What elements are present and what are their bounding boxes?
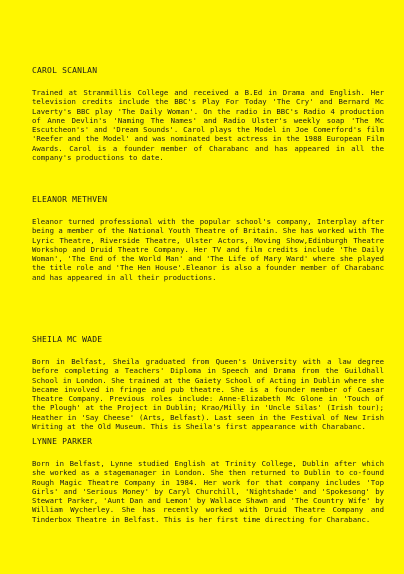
bio-text: Trained at Stranmillis College and received a B.Ed in Drama and English. Her television credits include the BBC's Play For Today 'The Cry' and Bernard Mc Laverty's BBC play 'The Daily Woman'. On the radio in BBC's Radio 4 production of Anne Devlin's 'Naming The Names' and Radio Ulster's weekly soap 'The Mc Escutcheon's' and 'Dream Sounds'. Carol plays the Model in Joe Comerford's film 'Reefer and the Model' and was nominated best actress in the 1988 European Film Awards. Carol is a founder member of Charabanc and has appeared in all the company's productions to date. (32, 88, 384, 162)
bio-carol-scanlan (32, 66, 384, 162)
bio-eleanor-methven (32, 195, 384, 282)
bio-name: CAROL SCANLAN (32, 66, 98, 75)
bio-name: SHEILA MC WADE (32, 335, 103, 344)
bio-lynne-parker (32, 437, 384, 524)
bio-text: Born in Belfast, Sheila graduated from Queen's University with a law degree before completing a Teachers' Diploma in Speech and Drama from the Guildhall School in London. She trained at the Gaiety School of Acting in Dublin where she became involved in fringe and pub theatre. She is a founder member of Caesar Theatre Company. Previous roles include: Anne-Elizabeth Mc Glone in 'Touch of the Plough' at the Project in Dublin; Krao/Milly in 'Uncle Silas' (Irish tour); Heather in 'Say Cheese' (Arts, Belfast). Last seen in the Festival of New Irish Writing at the Old Museum. This is Sheila's first appearance with Charabanc. (32, 357, 384, 431)
bio-sheila-mc-wade (32, 335, 384, 431)
bio-name: LYNNE PARKER (32, 437, 93, 446)
bio-name: ELEANOR METHVEN (32, 195, 108, 204)
bio-text: Eleanor turned professional with the popular school's company, Interplay after being a member of the National Youth Theatre of Britain. She has worked with The Lyric Theatre, Riverside Theatre, Ulster Actors, Moving Show,Edinburgh Theatre Workshop and Druid Theatre Company. Her TV and film credits include 'The Daily Woman', 'The End of the World Man' and 'The Life of Mary Ward' where she played the title role and 'The Hen House'.Eleanor is also a founder member of Charabanc and has appeared in all their productions. (32, 217, 384, 282)
bio-text: Born in Belfast, Lynne studied English at Trinity College, Dublin after which she worked as a stagemanager in London. She then returned to Dublin to co-found Rough Magic Theatre Company in 1984. Her work for that company includes 'Top Girls' and 'Serious Money' by Caryl Churchill, 'Nightshade' and 'Spokesong' by Stewart Parker, 'Aunt Dan and Lemon' by Wallace Shawn and 'The Country Wife' by William Wycherley. She has recently worked with Druid Theatre Company and Tinderbox Theatre in Belfast. This is her first time directing for Charabanc. (32, 459, 384, 524)
